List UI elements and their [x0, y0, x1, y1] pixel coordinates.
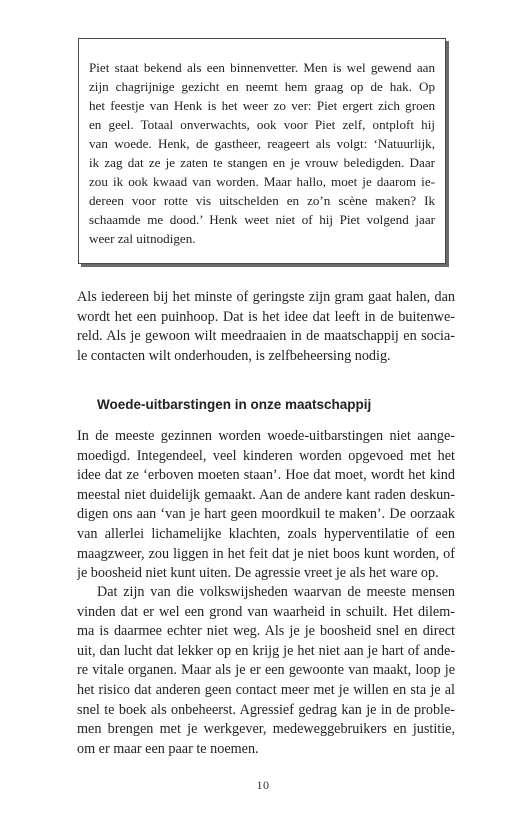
example-line: Piet staat bekend als een binnenvetter. Men is wel gewend aan [89, 60, 435, 75]
example-line: schaamde me dood.’ Henk weet niet of hij Piet volgend jaar [89, 212, 435, 227]
text-line: meestal niet duidelijk gemaakt. Aan de andere kant raden deskun- [77, 486, 455, 503]
text-line: snel te boek als onbeheerst. Agressief gedrag kan je in de proble- [77, 701, 455, 718]
example-line: dereen voor rotte vis uitschelden en zo’n scène maken? Ik [89, 193, 435, 208]
example-box [78, 38, 446, 264]
example-line: zou ik ook kwaad van worden. Maar hallo, moet je daarom ie- [89, 174, 435, 189]
text-line: men brengen met je werkgever, medeweggebruikers en justitie, [77, 721, 455, 738]
text-line: le contacten wilt onderhouden, is zelfbeheersing nodig. [77, 347, 391, 364]
text-line: Dat zijn van die volkswijsheden waarvan de meeste mensen [97, 584, 455, 600]
text-line: reld. Als je gewoon wilt meedraaien in de maatschappij en socia- [77, 328, 455, 345]
text-line: vinden dat er wel een grond van waarheid in schuilt. Het dilem- [77, 603, 455, 620]
example-line: ik zag dat ze je zaten te stangen en je vrouw beledigden. Daar [89, 155, 435, 170]
intro-paragraph [77, 288, 455, 366]
text-line: ma is daarmee echter niet weg. Als je je boosheid snel en direct [77, 623, 455, 640]
text-line: idee dat ze ‘erboven moeten staan’. Hoe dat moet, wordt het kind [77, 467, 455, 484]
text-line: digen ons aan ‘van je hart geen moordkuil te maken’. De oorzaak [77, 506, 455, 523]
example-line: zijn chagrijnige gezicht en neemt hem graag op de hak. Op [89, 79, 435, 94]
text-line: In de meeste gezinnen worden woede-uitbarstingen niet aange- [77, 428, 455, 444]
text-line: re vitale organen. Maar als je er een gewoonte van maakt, loop je [77, 662, 455, 679]
text-line: van allerlei lichamelijke klachten, zoals hyperventilatie of een [77, 525, 455, 542]
paragraph-1 [77, 427, 455, 584]
example-line: en geel. Totaal onverwachts, ook voor Piet zelf, ontploft hij [89, 117, 435, 132]
text-line: uit, dan lucht dat lekker op en krijg je het niet aan je hart of ande- [77, 642, 455, 659]
example-line: van woede. Henk, de gastheer, reageert als volgt: ‘Natuurlijk, [89, 136, 435, 151]
example-line: het feestje van Henk is het weer zo ver: Piet ergert zich groen [89, 98, 435, 113]
text-line: om er maar een paar te noemen. [77, 740, 259, 757]
page-number: 10 [256, 778, 270, 792]
text-line: je boosheid niet kunt uiten. De agressie vreet je als het ware op. [77, 565, 439, 582]
paragraph-2 [77, 583, 455, 759]
text-line: het risico dat anderen geen contact meer met je willen en sta je al [77, 681, 455, 698]
text-line: wordt het een puinhoop. Dat is het idee dat leeft in de buitenwe- [77, 308, 455, 325]
text-line: Als iedereen bij het minste of geringste zijn gram gaat halen, dan [77, 289, 455, 305]
section-heading: Woede-uitbarstingen in onze maatschappij [97, 397, 372, 412]
text-line: moedigd. Integendeel, veel kinderen worden opgevoed met het [77, 447, 455, 464]
example-line: weer zal uitnodigen. [89, 231, 196, 246]
text-line: maagzweer, zou liggen in het feit dat je niet boos kunt worden, of [77, 545, 455, 562]
